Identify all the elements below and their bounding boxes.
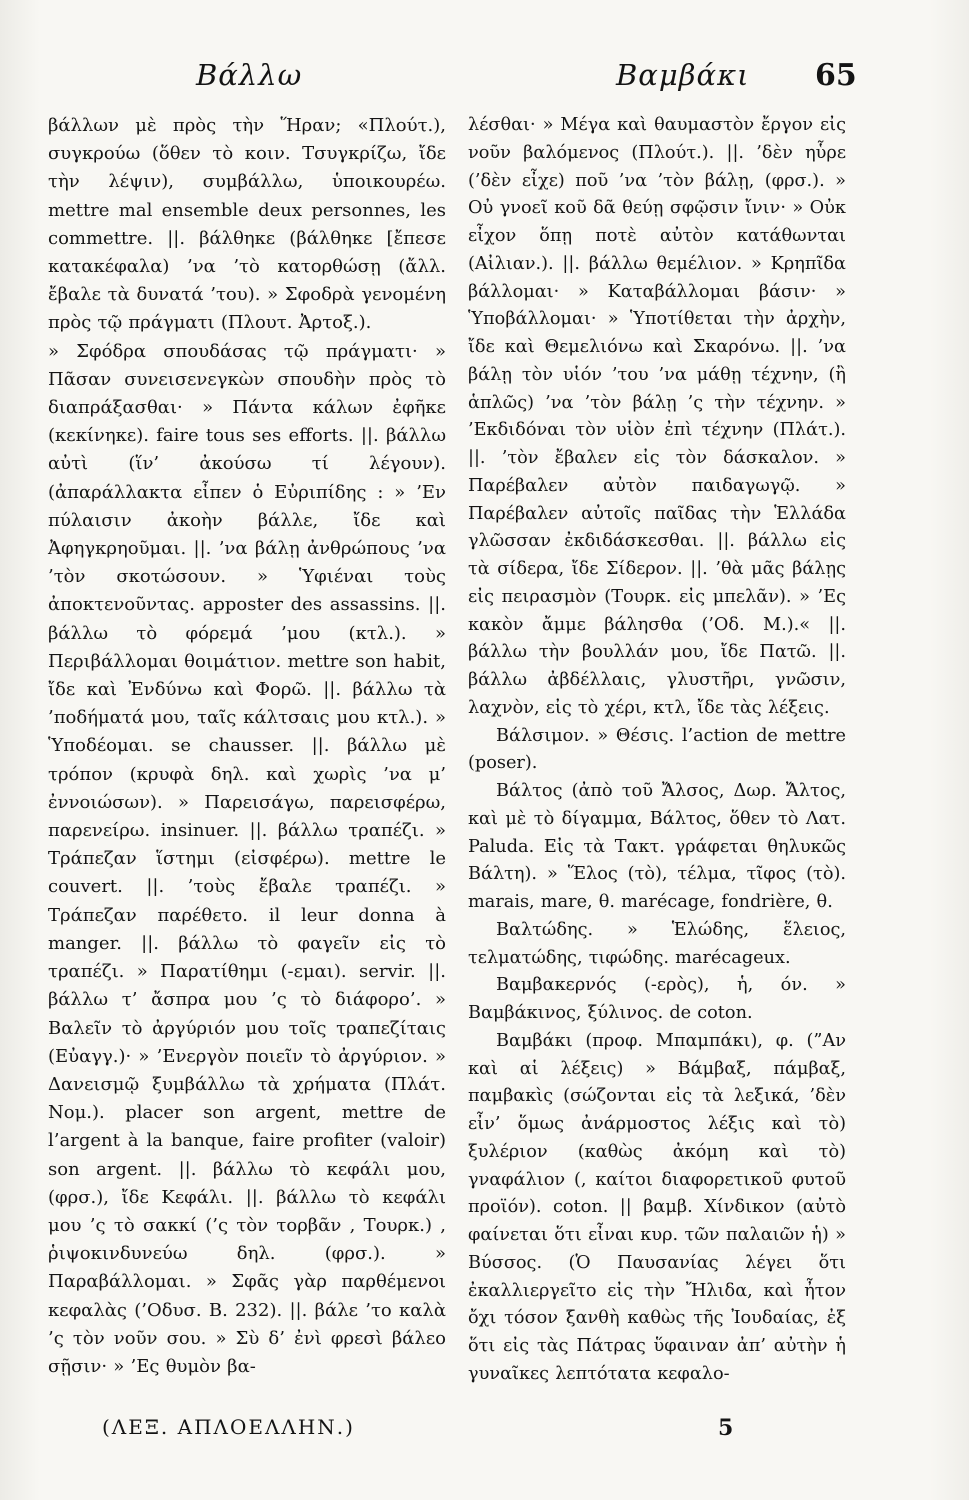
entry-paragraph: βάλλων μὲ πρὸς τὴν Ἥραν; «Πλούτ.), συγκρούω (ὅθεν τὸ κοιν. Τσυγκρίζω, ἴδε τὴν λέψιν), συμβάλλω, ὑποικουρέω. mettre mal ensemble deux personnes, les commettre. ||. βάλθηκε (βάλθηκε [ἔπεσε κατακέφαλα) ’να ’τὸ κατορθώσῃ (ἄλλ. ἔβαλε τὰ δυνατά ’του). » Σφοδρὰ γενομένη πρὸς τῷ πράγματι (Πλουτ. Ἀρτοξ.). xyxy=(48,115,446,334)
entry-valtos: Βάλτος (ἀπὸ τοῦ Ἄλσος, Δωρ. Ἄλτος, καὶ μὲ τὸ δίγαμμα, Βάλτος, ὅθεν τὸ Λατ. Paluda. Εἰς τὰ Τακτ. γράφεται θηλυκῶς Βάλτη). » Ἕλος (τὸ), τέλμα, τῖφος (τὸ). marais, mare, θ. marécage, fondrière, θ. xyxy=(468,781,846,912)
left-running-headword: Βάλλω xyxy=(196,58,303,92)
right-running-headword: Βαμβάκι xyxy=(616,58,750,92)
left-column xyxy=(48,112,446,1381)
right-column xyxy=(468,112,846,1389)
sheet-number: 5 xyxy=(718,1415,734,1441)
page-number: 65 xyxy=(815,58,857,93)
signature-mark: (ΛΕΞ. ΑΠΛΟΕΛΛΗΝ.) xyxy=(102,1415,355,1439)
page-footer xyxy=(0,1415,969,1455)
entry-valtodis: Βαλτώδης. » Ἑλώδης, ἕλειος, τελματώδης, τιφώδης. marécageux. xyxy=(468,919,846,968)
entry-vamvaki: Βαμβάκι (προφ. Μπαμπάκι), φ. (”Αν καὶ αἱ λέξεις) » Βάμβαξ, πάμβαξ, παμβακὶς (σώζονται εἰς τὰ λεξικά, ’δὲν εἶν’ ὅμως ἀνάρμοστος λέξις καὶ τὸ) ξυλέριον (καθὼς ἀκόμη καὶ τὸ) γναφάλιον (, καίτοι διαφορετικοῦ φυτοῦ προϊόν). coton. || βαμβ. Χίνδικον (αὐτὸ φαίνεται ὅτι εἶναι κυρ. τῶν παλαιῶν ἡ) » Βύσσος. (Ὁ Παυσανίας λέγει ὅτι ἐκαλλιεργεῖτο εἰς τὴν Ἤλιδα, καὶ ἦτον ὄχι τόσον ξανθὴ καθὼς τῆς Ἰουδαίας, ἐξ ὅτι εἰς τὰς Πάτρας ὕφαιναν ἀπ’ αὐτὴν ἡ γυναῖκες λεπτότατα κεφαλο- xyxy=(468,1030,846,1384)
entry-paragraph: λέσθαι· » Μέγα καὶ θαυμαστὸν ἔργον εἰς νοῦν βαλόμενος (Πλούτ.). ||. ’δὲν ηὗρε (’δὲν εἶχε) ποῦ ’να ’τὸν βάλῃ, (φρσ.). » Οὐ γνοεῖ κοῦ δᾶ θεύῃ σφῷσιν ἴνιν· » Οὐκ εἶχον ὅπῃ ποτὲ αὐτὸν κατάθωνται (Αἰλιαν.). ||. βάλλω θεμέλιον. » Κρηπῖδα βάλλομαι· » Καταβάλλομαι βάσιν· » Ὑποβάλλομαι· » Ὑποτίθεται τὴν ἀρχὴν, ἴδε καὶ Θεμελιόνω καὶ Σκαρόνω. ||. ’να βάλῃ τὸν υἱόν ’του ’να μάθῃ τέχνην, (ἢ ἁπλῶς) ’να ’τὸν βάλῃ ’ς τὴν τέχνην. » ’Εκδιδόναι τὸν υἱὸν ἐπὶ τέχνην (Πλάτ.). ||. ’τὸν ἔβαλεν εἰς τὸν δάσκαλον. » Παρέβαλεν αὐτὸν παιδαγωγῷ. » Παρέβαλεν αὐτοῖς παῖδας τὴν Ἑλλάδα γλῶσσαν ἐκδιδάσκεσθαι. ||. βάλλω εἰς τὰ σίδερα, ἴδε Σίδερον. ||. ’θὰ μᾶς βάλῃς εἰς πειρασμὸν (Τουρκ. εἰς μπελᾶν). » ’Ες κακὸν ἄμμε βάλησθα (’Οδ. Μ.).« ||. βάλλω τὴν βουλλάν μου, ἴδε Πατῶ. ||. βάλλω ἀβδέλλαις, γλυστῆρι, γνῶσιν, λαχνὸν, εἰς τὸ χέρι, κτλ, ἴδε τὰς λέξεις. xyxy=(468,115,846,718)
page-header xyxy=(0,58,969,108)
entry-paragraph: » Σφόδρα σπουδάσας τῷ πράγματι· » Πᾶσαν συνεισενεγκὼν σπουδὴν πρὸς τὸ διαπράξασθαι· » Πάντα κάλων ἐφῆκε (κεκίνηκε). faire tous ses efforts. ||. βάλλω αὐτὶ (ἵν’ ἀκούσω τί λέγουν). (ἀπαράλλακτα εἶπεν ὁ Εὐριπίδης : » ’Εν πύλαισιν ἀκοὴν βάλλε, ἴδε καὶ Ἀφηγκρηοῦμαι. ||. ’να βάλῃ ἀνθρώπους ’να ’τὸν σκοτώσουν. » Ὑφιέναι τοὺς ἀποκτενοῦντας. apposter des assassins. ||. βάλλω τὸ φόρεμά ’μου (κτλ.). » Περιβάλλομαι θοιμάτιον. mettre son habit, ἴδε καὶ Ἐνδύνω καὶ Φορῶ. ||. βάλλω τὰ ’ποδήματά μου, ταῖς κάλτσαις μου κτλ.). » Ὑποδέομαι. se chausser. ||. βάλλω μὲ τρόπον (κρυφὰ δηλ. καὶ χωρὶς ’να μ’ ἐννοιώσων). » Παρεισάγω, παρεισφέρω, παρενείρω. insinuer. ||. βάλλω τραπέζι. » Τράπεζαν ἵστημι (εἰσφέρω). mettre le couvert. ||. ’τοὺς ἔβαλε τραπέζι. » Τράπεζαν παρέθετο. il leur donna à manger. ||. βάλλω τὸ φαγεῖν εἰς τὸ τραπέζι. » Παρατίθημι (-εμαι). servir. ||. βάλλω τ’ ἄσπρα μου ’ς τὸ διάφορο’. » Βαλεῖν τὸ ἀργύριόν μου τοῖς τραπεζίταις (Εὐαγγ.)· » ’Ενεργὸν ποιεῖν τὸ ἀργύριον. » Δανεισμῷ ξυμβάλλω τὰ χρήματα (Πλάτ. Νομ.). placer son argent, mettre de l’argent à la banque, faire profiter (valoir) son argent. ||. βάλλω τὸ κεφάλι μου, (φρσ.), ἴδε Κεφάλι. ||. βάλλω τὸ κεφάλι μου ’ς τὸ σακκί (’ς τὸν τορβᾶν , Τουρκ.) , ῥιψοκινδυνεύω δηλ. (φρσ.). » Παραβάλλομαι. » Σφᾶς γὰρ παρθέμενοι κεφαλὰς (’Οδυσ. Β. 232). ||. βάλε ’το καλὰ ’ς τὸν νοῦν σου. » Σὺ δ’ ἐνὶ φρεσὶ βάλεο σῇσιν· » ’Ες θυμὸν βα- xyxy=(48,340,446,1377)
entry-valsimon: Βάλσιμον. » Θέσις. l’action de mettre (poser). xyxy=(468,725,846,774)
entry-vamvakernos: Βαμβακερνός (-ερὸς), ἡ, όν. » Βαμβάκινος, ξύλινος. de coton. xyxy=(468,975,846,1023)
